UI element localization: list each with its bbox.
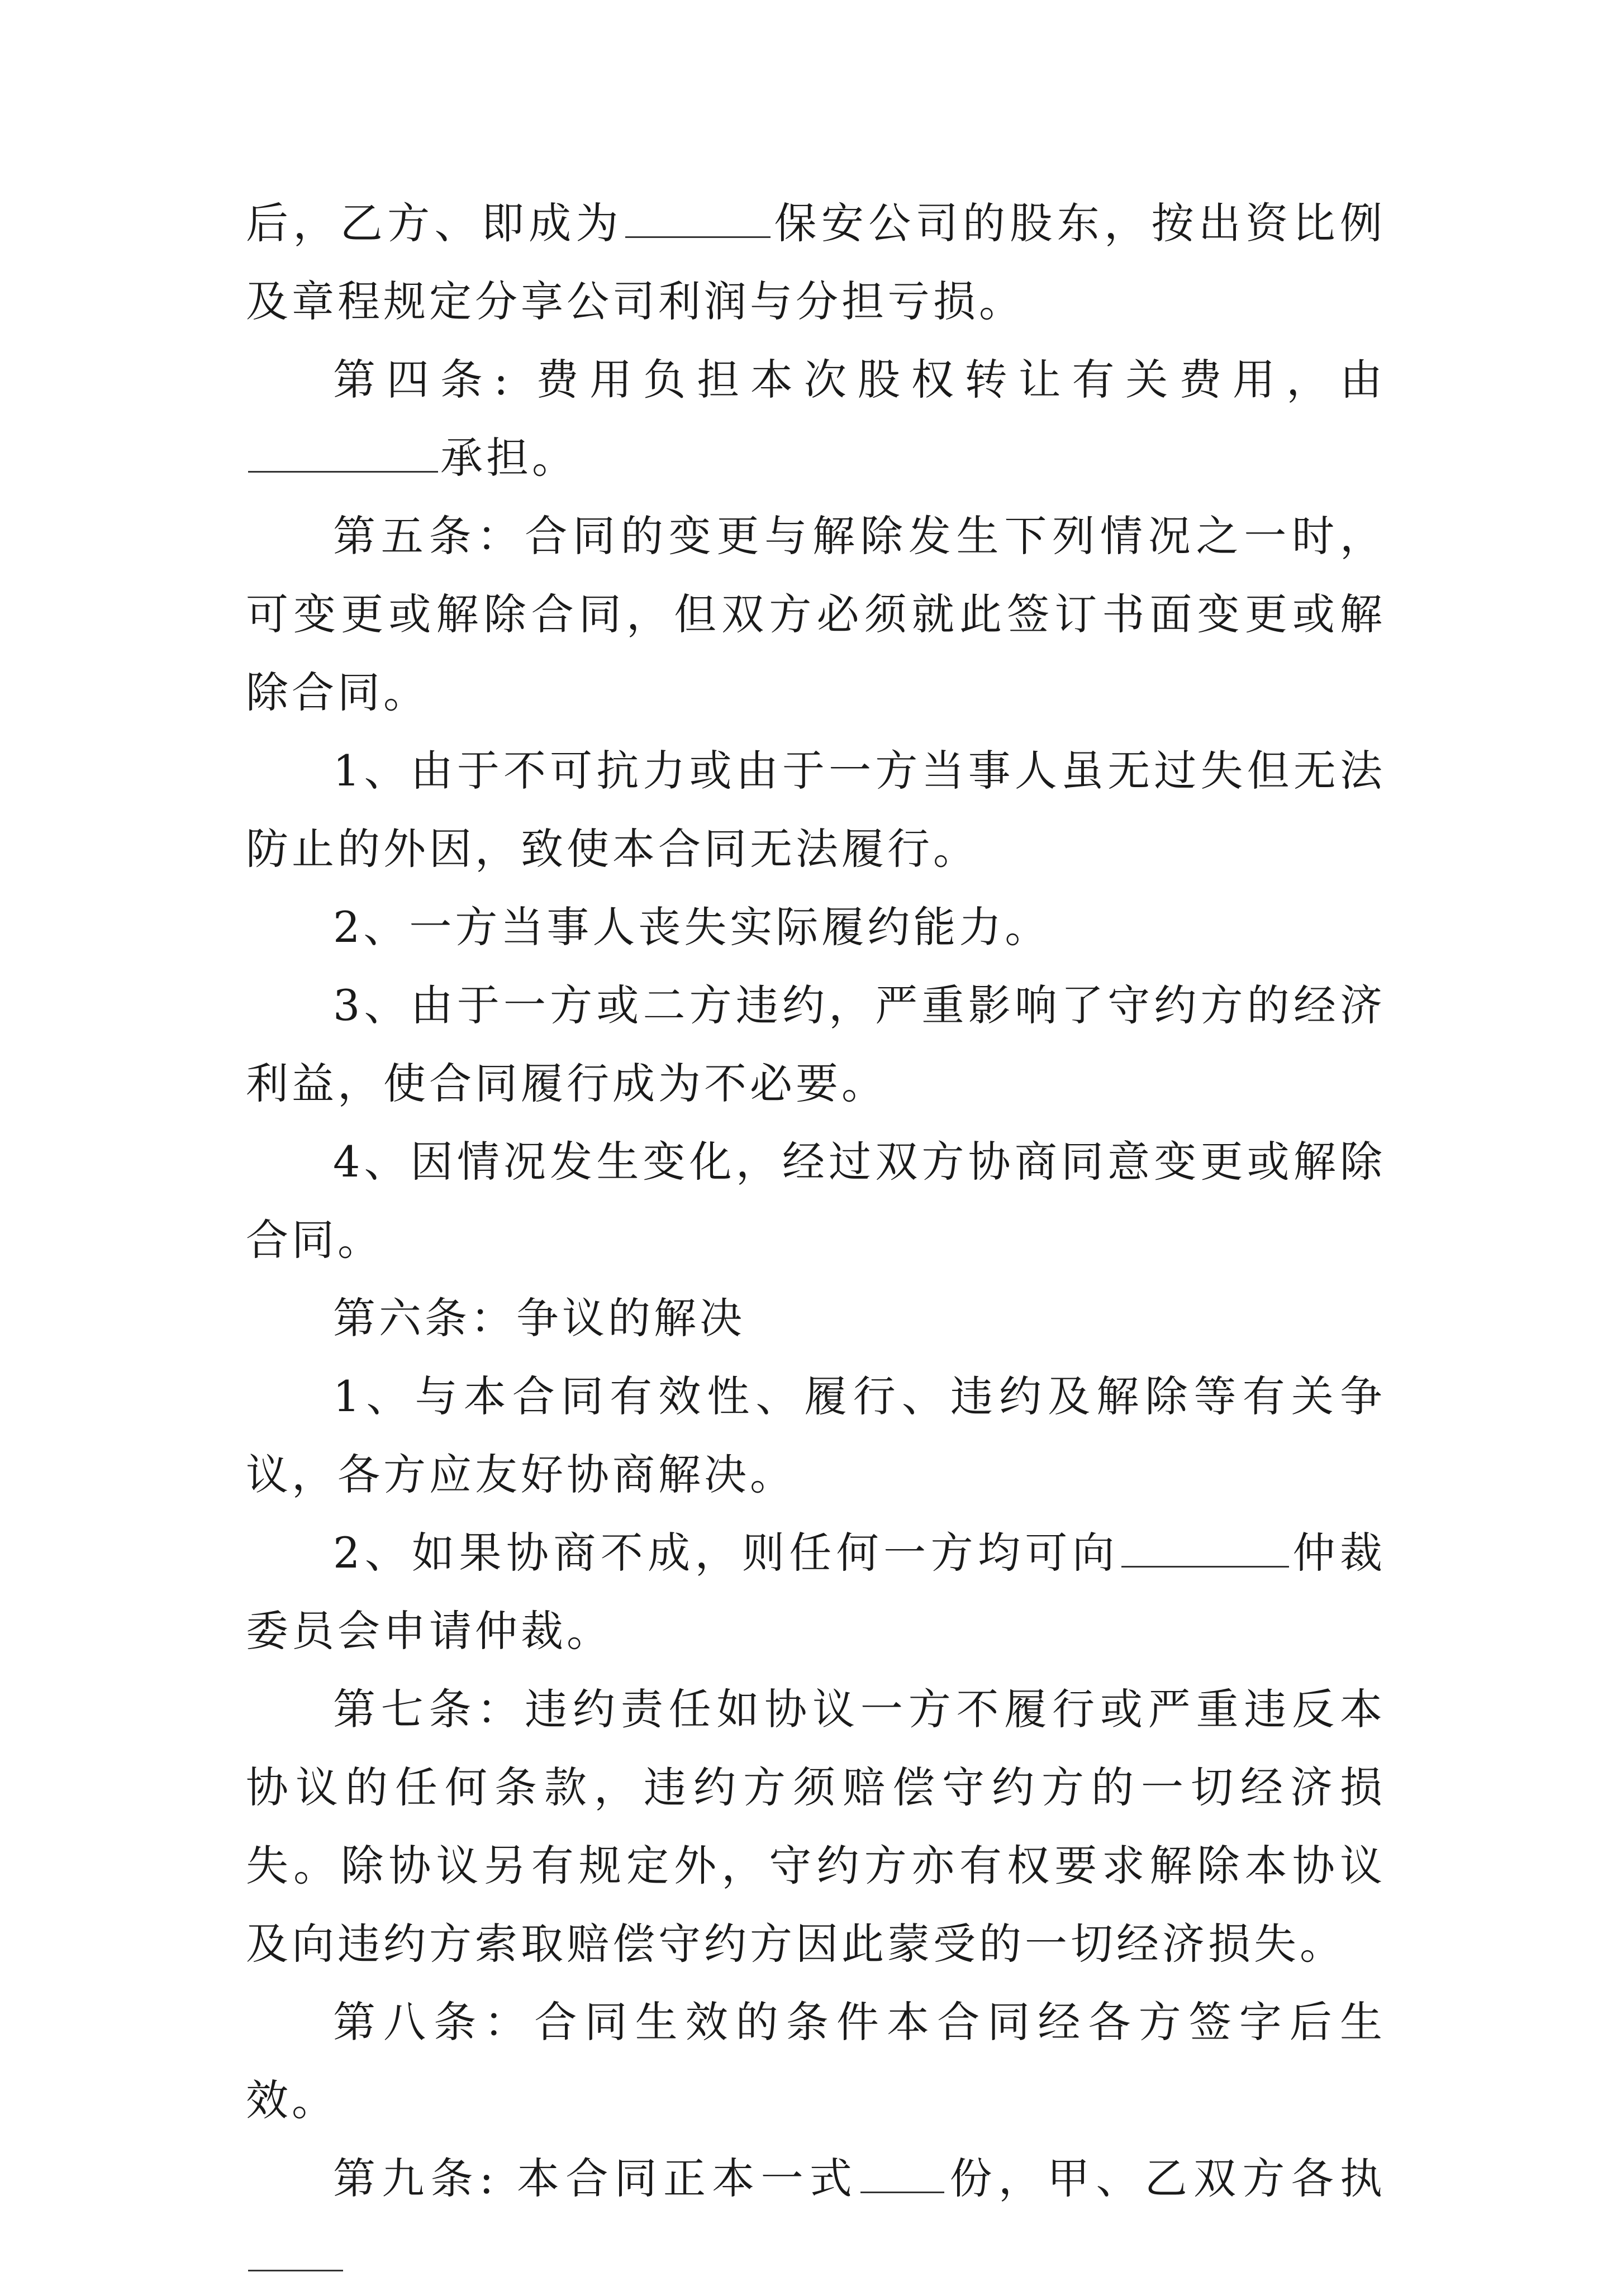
fill-blank[interactable] — [1121, 1527, 1289, 1568]
paragraph-text: 份，甲、乙双方各执 — [947, 2154, 1386, 2203]
paragraph-item-2: 2、一方当事人丧失实际履约能力。 — [333, 902, 1051, 952]
paragraph-dispute-2 — [246, 1514, 1386, 1670]
paragraph-text: 承担。 — [440, 433, 578, 483]
paragraph-dispute-1: 1、与本合同有效性、履行、违约及解除等有关争议，各方应友好协商解决。 — [246, 1371, 1386, 1499]
paragraph-item-1: 1、由于不可抗力或由于一方当事人虽无过失但无法防止的外因，致使本合同无法履行。 — [246, 746, 1386, 874]
paragraph-item-3: 3、由于一方或二方违约，严重影响了守约方的经济利益，使合同履行成为不必要。 — [246, 980, 1386, 1108]
paragraph-text: 后，乙方、即成为 — [246, 198, 624, 248]
paragraph-shareholder — [246, 184, 1386, 341]
paragraph-text: 第九条: 本合同正本一式 — [333, 2154, 859, 2203]
paragraph-item-4: 4、因情况发生变化，经过双方协商同意变更或解除合同。 — [246, 1137, 1386, 1265]
paragraph-article-6: 第六条：争议的解决 — [333, 1293, 745, 1343]
fill-blank[interactable] — [248, 2231, 343, 2271]
fill-blank[interactable] — [248, 432, 438, 473]
paragraph-text: 第四条: 费用负担本次股权转让有关费用，由 — [333, 355, 1386, 404]
paragraph-article-8: 第八条：合同生效的条件本合同经各方签字后生效。 — [246, 1997, 1386, 2125]
document-body — [246, 184, 1386, 2296]
paragraph-text: 仲裁委员会申请仲裁。 — [246, 1528, 1386, 1656]
paragraph-text: 保安公司的股东，按出资比例及章程规定分享公司利润与分担亏损。 — [246, 198, 1386, 326]
paragraph-text: 2、如果协商不成，则任何一方均可向 — [333, 1528, 1120, 1578]
paragraph-article-9 — [246, 2140, 1386, 2296]
paragraph-article-5: 第五条：合同的变更与解除发生下列情况之一时，可变更或解除合同，但双方必须就此签订书面变更或解除合同。 — [246, 511, 1386, 717]
fill-blank[interactable] — [625, 197, 771, 238]
paragraph-article-7: 第七条：违约责任如协议一方不履行或严重违反本协议的任何条款，违约方须赔偿守约方的一切经济损失。除协议另有规定外，守约方亦有权要求解除本协议及向违约方索取赔偿守约方因此蒙受的一切经济损失。 — [246, 1684, 1386, 1969]
fill-blank[interactable] — [860, 2152, 944, 2193]
paragraph-article-4 — [246, 341, 1386, 497]
